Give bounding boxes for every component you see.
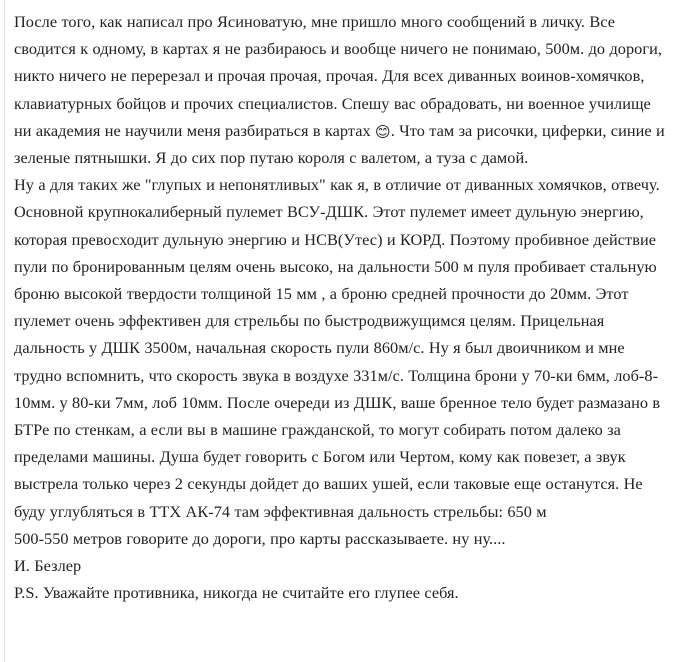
left-margin-rule [4, 0, 5, 662]
smiling-face-emoji-icon: 😊 [375, 122, 391, 141]
paragraph-distance-remark: 500-550 метров говорите до дороги, про карты рассказываете. ну ну.... [14, 528, 506, 548]
article-body [14, 8, 670, 606]
postscript-line: P.S. Уважайте противника, никогда не считайте его глупее себя. [14, 583, 459, 603]
paragraph-intro-text-a: После того, как написал про Ясиноватую, мне пришло много сообщений в личку. Все сводится к одному, в картах я не разбираюсь и вообще ничего не понимаю, 500м. до дороги, никто ничего не перерезал и прочая прочая, прочая. Для всех диванных воинов-хомячков, клавиатурных бойцов и прочих специалистов. Спешу вас обрадовать, ни военное училище ни академия не научили меня разбираться в картах [14, 12, 662, 140]
paragraph-intro [14, 8, 670, 171]
signature-line: И. Безлер [14, 556, 82, 576]
paragraph-reply-note: Ну а для таких же "глупых и непонятливых" как я, в отличие от диванных хомячков, отвечу. [14, 175, 660, 195]
paragraph-dshk-details: Основной крупнокалиберный пулемет ВСУ-ДШК. Этот пулемет имеет дульную энергию, которая превосходит дульную энергию и НСВ(Утес) и КОРД. Поэтому пробивное действие пули по бронированным целям очень высоко, на дальности 500 м пуля пробивает стальную броню высокой твердости толщиной 15 мм , а броню средней прочности до 20мм. Этот пулемет очень эффективен для стрельбы по быстродвижущимся целям. Прицельная дальность у ДШК 3500м, начальная скорость пули 860м/с. Ну я был двоичником и мне трудно вспомнить, что скорость звука в воздухе 331м/с. Толщина брони у 70-ки 6мм, лоб-8-10мм. у 80-ки 7мм, лоб 10мм. После очереди из ДШК, ваше бренное тело будет размазано в БТРе по стенкам, а если вы в машине гражданской, то могут собирать потом далеко за пределами машины. Душа будет говорить с Богом или Чертом, кому как повезет, а звук выстрела только через 2 секунды дойдет до ваших ушей, если таковые еще останутся. Не буду углубляться в ТТХ АК-74 там эффективная дальность стрельбы: 650 м [14, 202, 661, 521]
paragraph-intro-text-b: . Что там за рисочки, циферки, синие и зеленые пятнышки. Я до сих пор путаю короля с валетом, а туза с дамой. [14, 120, 665, 168]
